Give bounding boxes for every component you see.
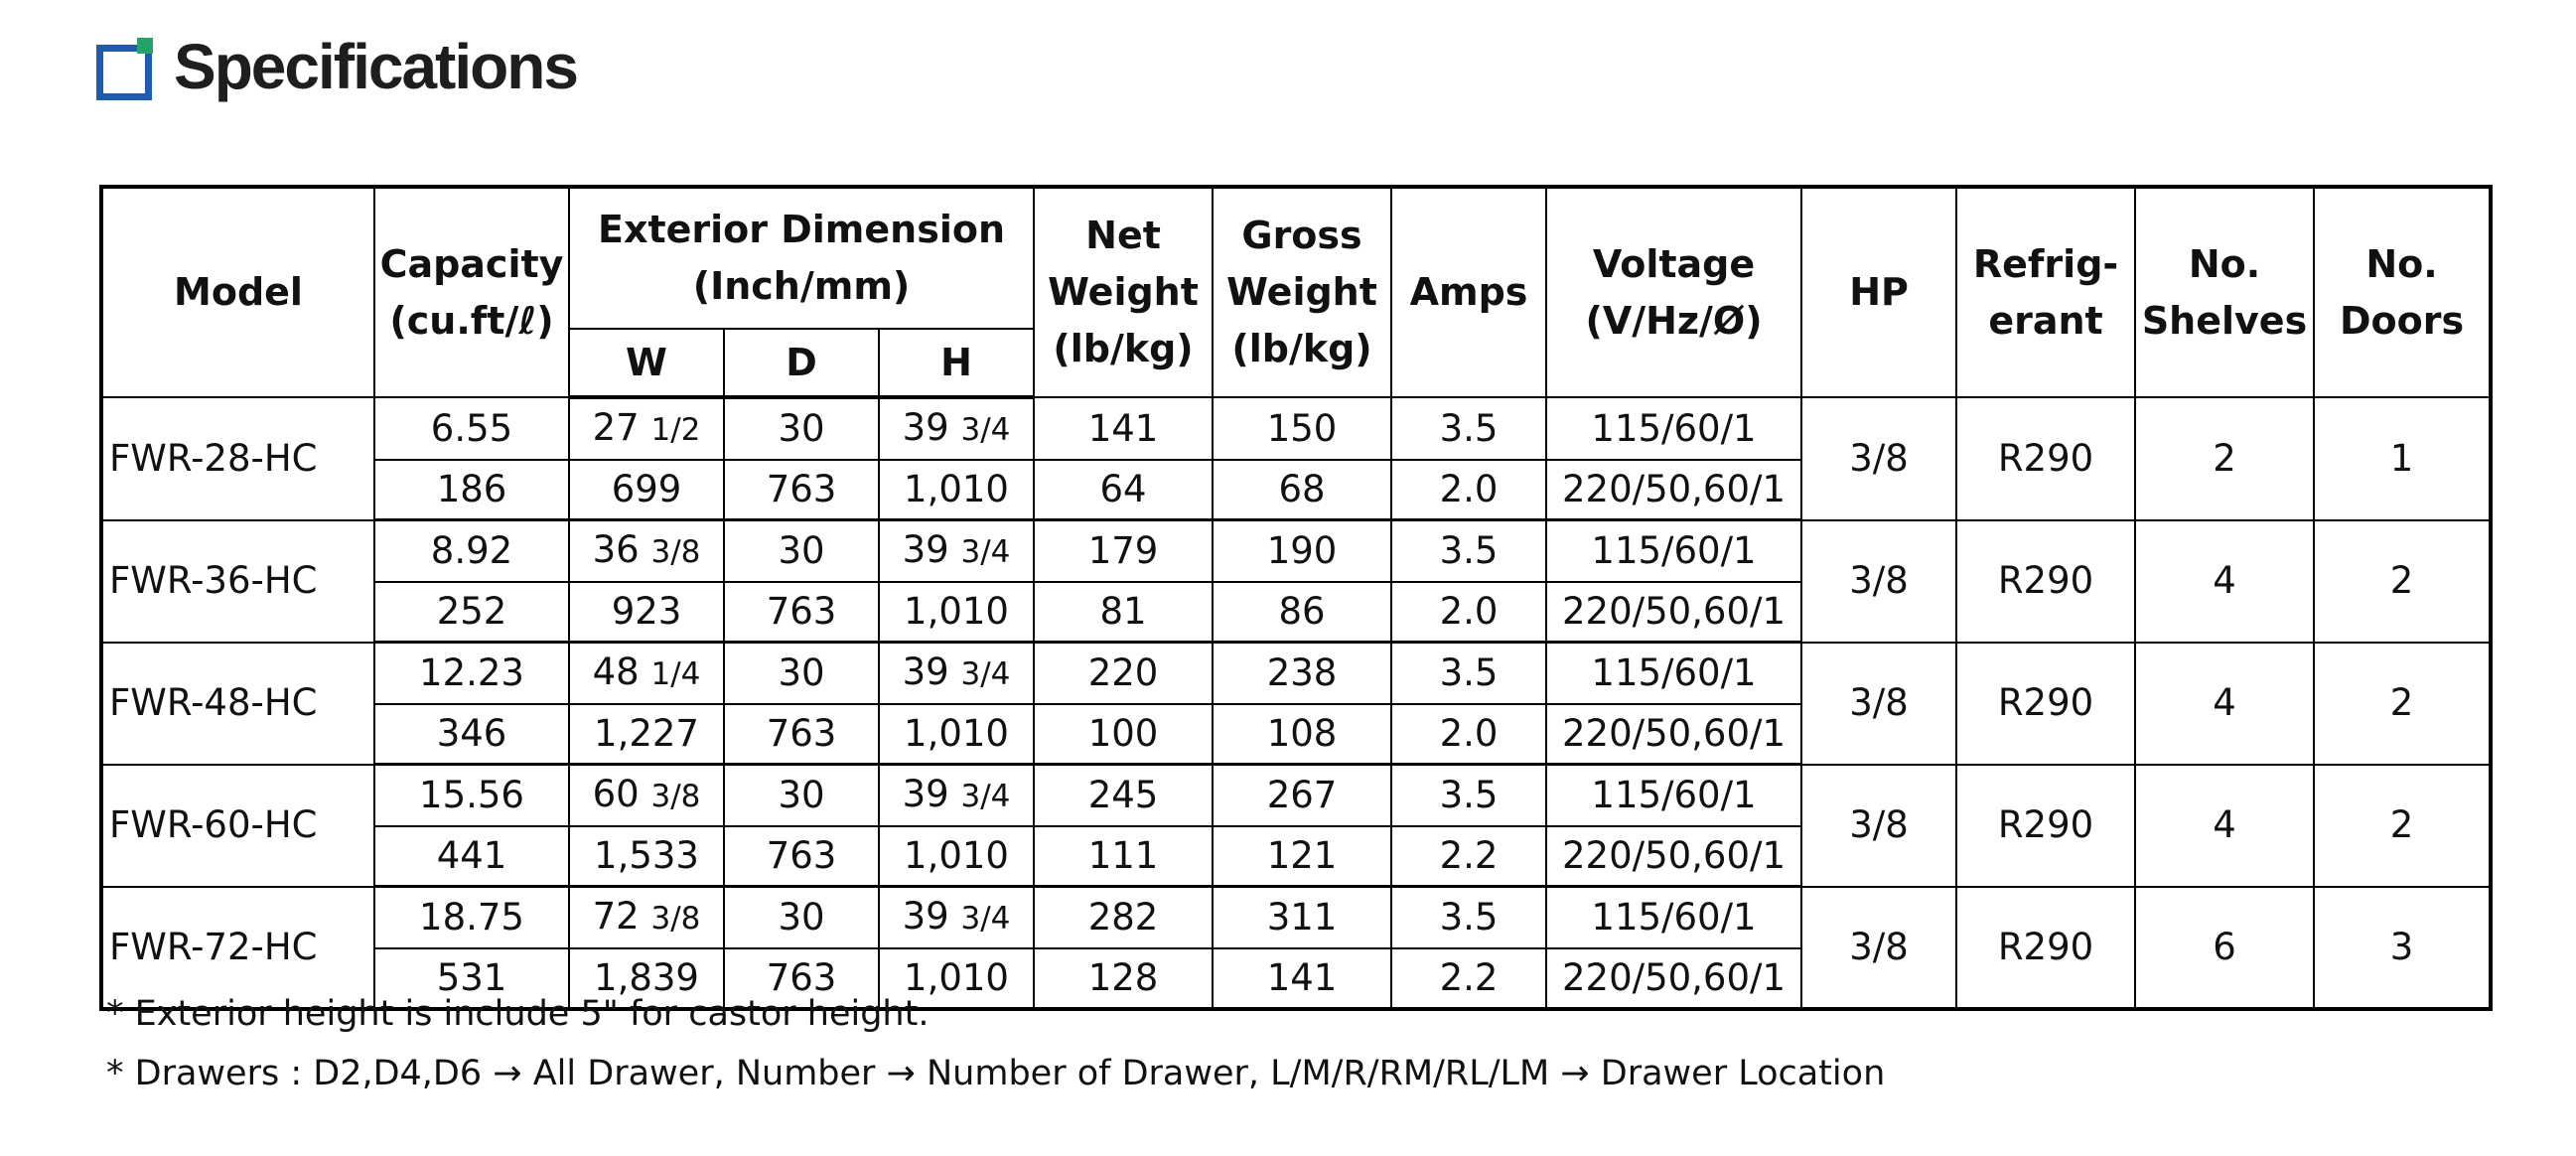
width-cell: 1,533 [569, 826, 724, 887]
net-weight-cell: 141 [1034, 397, 1213, 460]
net-weight-cell: 245 [1034, 765, 1213, 827]
hp-cell: 3/8 [1801, 643, 1956, 765]
header-d: D [724, 329, 879, 397]
voltage-cell: 115/60/1 [1546, 643, 1801, 705]
net-weight-cell: 179 [1034, 520, 1213, 583]
height-cell: 39 3/4 [879, 887, 1034, 949]
gross-weight-cell: 121 [1213, 826, 1391, 887]
header-model: Model [101, 187, 374, 397]
shelves-cell: 2 [2135, 397, 2314, 520]
header-refrigerant: Refrig- erant [1956, 187, 2135, 397]
header-exterior-dimension: Exterior Dimension (Inch/mm) [569, 187, 1034, 329]
width-cell: 48 1/4 [569, 643, 724, 705]
model-cell: FWR-48-HC [101, 643, 374, 765]
voltage-cell: 220/50,60/1 [1546, 582, 1801, 643]
voltage-cell: 115/60/1 [1546, 887, 1801, 949]
gross-weight-cell: 267 [1213, 765, 1391, 827]
depth-cell: 763 [724, 582, 879, 643]
depth-cell: 763 [724, 704, 879, 765]
net-weight-cell: 81 [1034, 582, 1213, 643]
height-cell: 1,010 [879, 826, 1034, 887]
table-row [101, 397, 2491, 460]
capacity-cell: 346 [374, 704, 569, 765]
amps-cell: 2.2 [1391, 948, 1546, 1009]
table-row [101, 765, 2491, 827]
doors-cell: 2 [2314, 765, 2491, 887]
doors-cell: 2 [2314, 643, 2491, 765]
gross-weight-cell: 86 [1213, 582, 1391, 643]
hp-cell: 3/8 [1801, 397, 1956, 520]
net-weight-cell: 282 [1034, 887, 1213, 949]
model-cell: FWR-36-HC [101, 520, 374, 643]
shelves-cell: 4 [2135, 765, 2314, 887]
height-cell: 39 3/4 [879, 520, 1034, 583]
shelves-cell: 4 [2135, 520, 2314, 643]
header-doors: No. Doors [2314, 187, 2491, 397]
header-hp: HP [1801, 187, 1956, 397]
width-cell: 72 3/8 [569, 887, 724, 949]
amps-cell: 3.5 [1391, 520, 1546, 583]
page-header [96, 32, 577, 101]
hp-cell: 3/8 [1801, 520, 1956, 643]
height-cell: 39 3/4 [879, 643, 1034, 705]
depth-cell: 763 [724, 826, 879, 887]
capacity-cell: 252 [374, 582, 569, 643]
doors-cell: 2 [2314, 520, 2491, 643]
note-castor: * Exterior height is include 5" for castor height. [106, 994, 930, 1034]
width-cell: 699 [569, 460, 724, 520]
net-weight-cell: 220 [1034, 643, 1213, 705]
voltage-cell: 115/60/1 [1546, 520, 1801, 583]
width-cell: 60 3/8 [569, 765, 724, 827]
depth-cell: 30 [724, 887, 879, 949]
header-voltage: Voltage (V/Hz/Ø) [1546, 187, 1801, 397]
model-cell: FWR-72-HC [101, 887, 374, 1010]
amps-cell: 3.5 [1391, 765, 1546, 827]
net-weight-cell: 111 [1034, 826, 1213, 887]
hp-cell: 3/8 [1801, 765, 1956, 887]
height-cell: 39 3/4 [879, 765, 1034, 827]
width-cell: 923 [569, 582, 724, 643]
logo-icon [96, 36, 154, 97]
capacity-cell: 6.55 [374, 397, 569, 460]
gross-weight-cell: 190 [1213, 520, 1391, 583]
depth-cell: 30 [724, 520, 879, 583]
shelves-cell: 6 [2135, 887, 2314, 1010]
header-h: H [879, 329, 1034, 397]
header-w: W [569, 329, 724, 397]
note-drawers: * Drawers : D2,D4,D6 → All Drawer, Number → Number of Drawer, L/M/R/RM/RL/LM → Drawer Location [106, 1054, 1886, 1093]
capacity-cell: 12.23 [374, 643, 569, 705]
hp-cell: 3/8 [1801, 887, 1956, 1010]
depth-cell: 30 [724, 765, 879, 827]
voltage-cell: 220/50,60/1 [1546, 704, 1801, 765]
refrigerant-cell: R290 [1956, 643, 2135, 765]
table-row [101, 887, 2491, 949]
amps-cell: 2.0 [1391, 704, 1546, 765]
height-cell: 1,010 [879, 460, 1034, 520]
model-cell: FWR-60-HC [101, 765, 374, 887]
amps-cell: 3.5 [1391, 643, 1546, 705]
notes [106, 993, 1885, 1112]
voltage-cell: 220/50,60/1 [1546, 460, 1801, 520]
net-weight-cell: 64 [1034, 460, 1213, 520]
amps-cell: 3.5 [1391, 397, 1546, 460]
height-cell: 1,010 [879, 948, 1034, 1009]
header-shelves: No. Shelves [2135, 187, 2314, 397]
gross-weight-cell: 150 [1213, 397, 1391, 460]
amps-cell: 2.0 [1391, 582, 1546, 643]
depth-cell: 763 [724, 460, 879, 520]
header-gross-weight: Gross Weight (lb/kg) [1213, 187, 1391, 397]
gross-weight-cell: 141 [1213, 948, 1391, 1009]
height-cell: 1,010 [879, 704, 1034, 765]
depth-cell: 30 [724, 397, 879, 460]
page-title: Specifications [174, 31, 577, 102]
width-cell: 1,227 [569, 704, 724, 765]
amps-cell: 2.0 [1391, 460, 1546, 520]
width-cell: 27 1/2 [569, 397, 724, 460]
height-cell: 1,010 [879, 582, 1034, 643]
capacity-cell: 18.75 [374, 887, 569, 949]
shelves-cell: 4 [2135, 643, 2314, 765]
capacity-cell: 8.92 [374, 520, 569, 583]
amps-cell: 3.5 [1391, 887, 1546, 949]
amps-cell: 2.2 [1391, 826, 1546, 887]
table-row [101, 643, 2491, 705]
doors-cell: 1 [2314, 397, 2491, 520]
doors-cell: 3 [2314, 887, 2491, 1010]
voltage-cell: 220/50,60/1 [1546, 948, 1801, 1009]
capacity-cell: 441 [374, 826, 569, 887]
gross-weight-cell: 68 [1213, 460, 1391, 520]
gross-weight-cell: 238 [1213, 643, 1391, 705]
specifications-table [99, 185, 2493, 1011]
voltage-cell: 115/60/1 [1546, 765, 1801, 827]
table-row [101, 520, 2491, 583]
refrigerant-cell: R290 [1956, 397, 2135, 520]
height-cell: 39 3/4 [879, 397, 1034, 460]
voltage-cell: 220/50,60/1 [1546, 826, 1801, 887]
width-cell: 36 3/8 [569, 520, 724, 583]
table-body [101, 397, 2491, 1009]
header-net-weight: Net Weight (lb/kg) [1034, 187, 1213, 397]
gross-weight-cell: 311 [1213, 887, 1391, 949]
model-cell: FWR-28-HC [101, 397, 374, 520]
voltage-cell: 115/60/1 [1546, 397, 1801, 460]
depth-cell: 30 [724, 643, 879, 705]
net-weight-cell: 128 [1034, 948, 1213, 1009]
capacity-cell: 15.56 [374, 765, 569, 827]
capacity-cell: 531 [374, 948, 569, 1009]
gross-weight-cell: 108 [1213, 704, 1391, 765]
net-weight-cell: 100 [1034, 704, 1213, 765]
header-capacity: Capacity (cu.ft/ℓ) [374, 187, 569, 397]
depth-cell: 763 [724, 948, 879, 1009]
refrigerant-cell: R290 [1956, 765, 2135, 887]
width-cell: 1,839 [569, 948, 724, 1009]
refrigerant-cell: R290 [1956, 520, 2135, 643]
header-amps: Amps [1391, 187, 1546, 397]
capacity-cell: 186 [374, 460, 569, 520]
refrigerant-cell: R290 [1956, 887, 2135, 1010]
